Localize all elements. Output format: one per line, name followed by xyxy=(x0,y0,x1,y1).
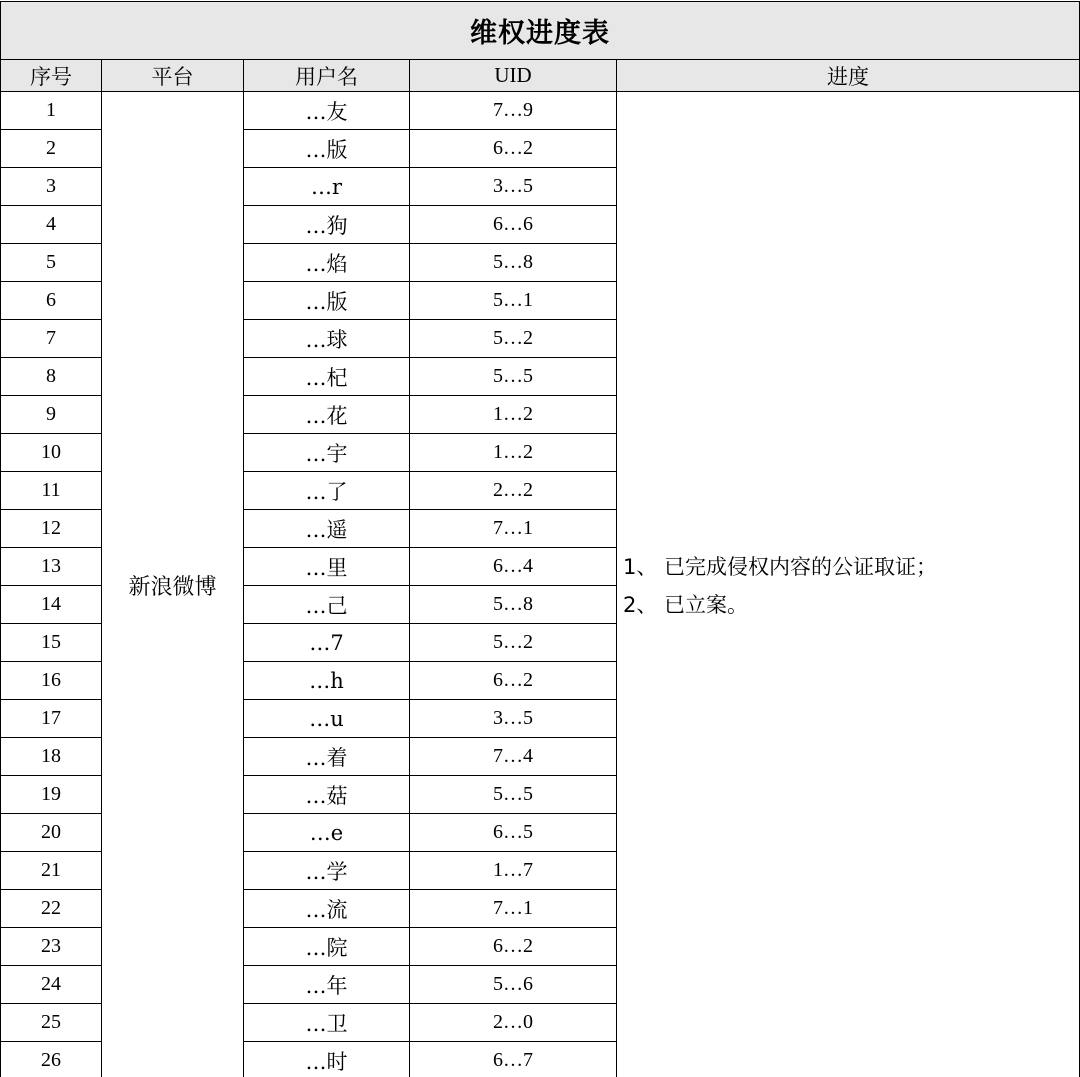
cell-uid: 2…2 xyxy=(410,472,617,510)
cell-username: …学 xyxy=(244,852,410,890)
cell-seq: 11 xyxy=(1,472,102,510)
cell-seq: 17 xyxy=(1,700,102,738)
cell-seq: 10 xyxy=(1,434,102,472)
cell-username: …里 xyxy=(244,548,410,586)
cell-seq: 21 xyxy=(1,852,102,890)
cell-username: …7 xyxy=(244,624,410,662)
cell-seq: 3 xyxy=(1,168,102,206)
cell-seq: 12 xyxy=(1,510,102,548)
title-row xyxy=(1,2,1080,60)
cell-username: …流 xyxy=(244,890,410,928)
cell-uid: 1…2 xyxy=(410,434,617,472)
cell-seq: 16 xyxy=(1,662,102,700)
cell-uid: 6…5 xyxy=(410,814,617,852)
cell-seq: 2 xyxy=(1,130,102,168)
cell-username: …焰 xyxy=(244,244,410,282)
cell-uid: 6…7 xyxy=(410,1042,617,1077)
cell-uid: 5…5 xyxy=(410,358,617,396)
cell-seq: 7 xyxy=(1,320,102,358)
cell-uid: 5…1 xyxy=(410,282,617,320)
cell-seq: 23 xyxy=(1,928,102,966)
cell-seq: 5 xyxy=(1,244,102,282)
cell-seq: 18 xyxy=(1,738,102,776)
cell-seq: 14 xyxy=(1,586,102,624)
cell-seq: 15 xyxy=(1,624,102,662)
table-row xyxy=(1,92,1080,130)
cell-username: …版 xyxy=(244,130,410,168)
cell-seq: 1 xyxy=(1,92,102,130)
cell-username: …h xyxy=(244,662,410,700)
header-seq: 序号 xyxy=(1,60,102,92)
cell-username: …狗 xyxy=(244,206,410,244)
cell-uid: 5…6 xyxy=(410,966,617,1004)
cell-uid: 5…8 xyxy=(410,244,617,282)
cell-uid: 7…1 xyxy=(410,890,617,928)
cell-uid: 3…5 xyxy=(410,168,617,206)
cell-username: …e xyxy=(244,814,410,852)
cell-username: …r xyxy=(244,168,410,206)
cell-uid: 5…2 xyxy=(410,624,617,662)
cell-username: …宇 xyxy=(244,434,410,472)
cell-uid: 2…0 xyxy=(410,1004,617,1042)
cell-uid: 6…2 xyxy=(410,928,617,966)
cell-username: …菇 xyxy=(244,776,410,814)
progress-line: 2、 已立案。 xyxy=(623,592,749,617)
cell-username: …遥 xyxy=(244,510,410,548)
table-title: 维权进度表 xyxy=(1,2,1080,60)
cell-uid: 3…5 xyxy=(410,700,617,738)
cell-uid: 5…5 xyxy=(410,776,617,814)
header-username: 用户名 xyxy=(244,60,410,92)
cell-username: …杞 xyxy=(244,358,410,396)
cell-uid: 5…8 xyxy=(410,586,617,624)
cell-uid: 1…2 xyxy=(410,396,617,434)
header-platform: 平台 xyxy=(102,60,244,92)
cell-username: …卫 xyxy=(244,1004,410,1042)
cell-seq: 22 xyxy=(1,890,102,928)
cell-username: …院 xyxy=(244,928,410,966)
header-uid: UID xyxy=(410,60,617,92)
cell-username: …己 xyxy=(244,586,410,624)
rights-progress-table xyxy=(0,1,1080,1077)
cell-seq: 20 xyxy=(1,814,102,852)
cell-uid: 6…2 xyxy=(410,662,617,700)
cell-uid: 6…6 xyxy=(410,206,617,244)
cell-username: …u xyxy=(244,700,410,738)
cell-username: …年 xyxy=(244,966,410,1004)
cell-progress xyxy=(617,92,1080,1077)
cell-username: …友 xyxy=(244,92,410,130)
cell-seq: 26 xyxy=(1,1042,102,1077)
cell-seq: 13 xyxy=(1,548,102,586)
cell-seq: 19 xyxy=(1,776,102,814)
cell-uid: 5…2 xyxy=(410,320,617,358)
cell-username: …着 xyxy=(244,738,410,776)
cell-uid: 6…2 xyxy=(410,130,617,168)
cell-seq: 4 xyxy=(1,206,102,244)
cell-username: …了 xyxy=(244,472,410,510)
cell-uid: 1…7 xyxy=(410,852,617,890)
cell-platform: 新浪微博 xyxy=(102,92,244,1077)
cell-seq: 6 xyxy=(1,282,102,320)
cell-username: …球 xyxy=(244,320,410,358)
cell-seq: 9 xyxy=(1,396,102,434)
header-progress: 进度 xyxy=(617,60,1080,92)
cell-username: …时 xyxy=(244,1042,410,1077)
progress-line: 1、 已完成侵权内容的公证取证； xyxy=(623,554,938,579)
cell-username: …花 xyxy=(244,396,410,434)
cell-uid: 7…9 xyxy=(410,92,617,130)
table-body xyxy=(1,92,1080,1077)
cell-uid: 6…4 xyxy=(410,548,617,586)
cell-seq: 8 xyxy=(1,358,102,396)
header-row xyxy=(1,60,1080,92)
cell-uid: 7…4 xyxy=(410,738,617,776)
cell-seq: 25 xyxy=(1,1004,102,1042)
cell-seq: 24 xyxy=(1,966,102,1004)
cell-username: …版 xyxy=(244,282,410,320)
cell-uid: 7…1 xyxy=(410,510,617,548)
